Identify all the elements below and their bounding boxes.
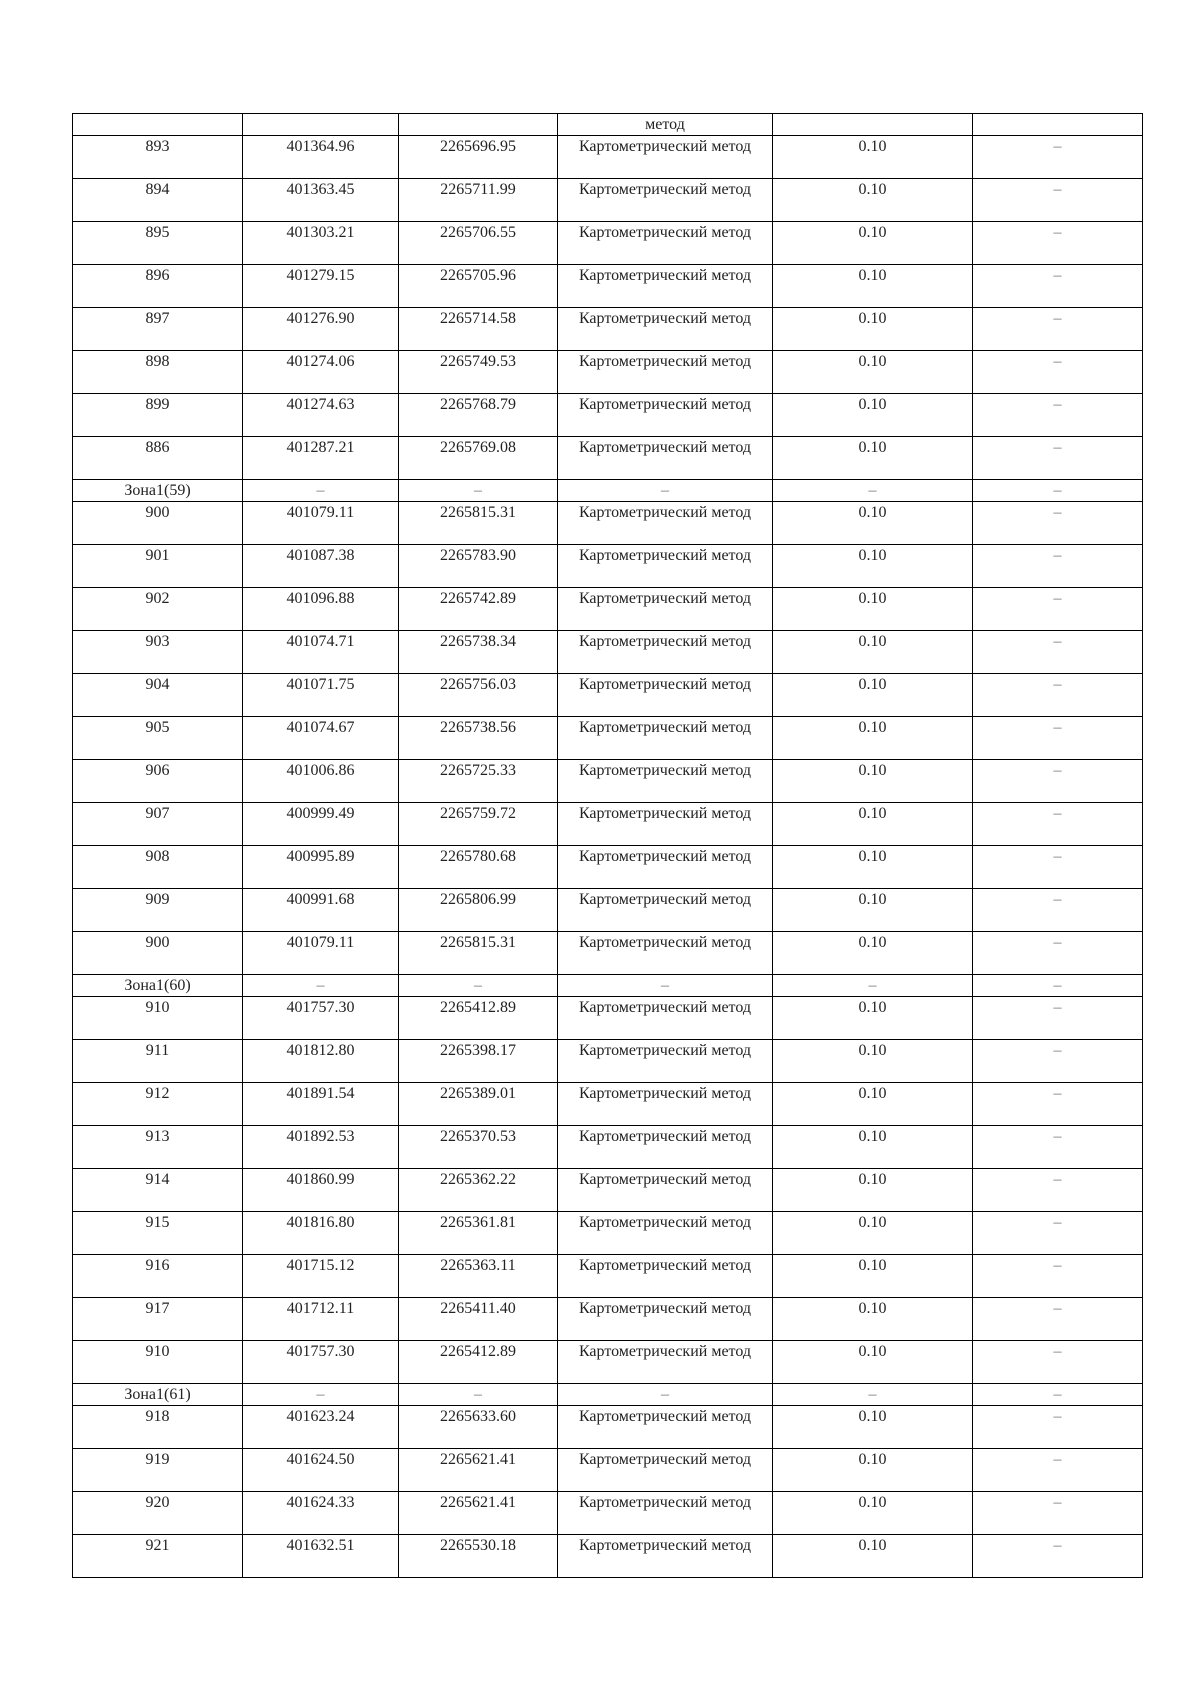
cell-id: 907 — [73, 803, 243, 846]
cell-y: 2265806.99 — [399, 889, 558, 932]
cell-method: Картометрический метод — [558, 545, 773, 588]
cell-note: – — [973, 437, 1143, 480]
cell-method: Картометрический метод — [558, 1535, 773, 1578]
cell-y: 2265411.40 — [399, 1298, 558, 1341]
cell-accuracy: 0.10 — [773, 846, 973, 889]
cell-method: Картометрический метод — [558, 136, 773, 179]
cell-note: – — [973, 889, 1143, 932]
cell-accuracy: 0.10 — [773, 997, 973, 1040]
cell-id: 904 — [73, 674, 243, 717]
cell-y: 2265711.99 — [399, 179, 558, 222]
cell-x: 401632.51 — [243, 1535, 399, 1578]
cell-note: – — [973, 1406, 1143, 1449]
cell-y: 2265714.58 — [399, 308, 558, 351]
coordinates-table-body — [73, 114, 1143, 1578]
cell-id: 905 — [73, 717, 243, 760]
continuation-cell-method: метод — [558, 114, 773, 136]
table-row — [73, 631, 1143, 674]
cell-y: 2265530.18 — [399, 1535, 558, 1578]
continuation-row — [73, 114, 1143, 136]
cell-method: Картометрический метод — [558, 1341, 773, 1384]
cell-accuracy: 0.10 — [773, 674, 973, 717]
cell-method: Картометрический метод — [558, 631, 773, 674]
cell-x: 401276.90 — [243, 308, 399, 351]
cell-x: 400999.49 — [243, 803, 399, 846]
table-row — [73, 437, 1143, 480]
cell-y: 2265706.55 — [399, 222, 558, 265]
cell-accuracy: 0.10 — [773, 394, 973, 437]
cell-id: 893 — [73, 136, 243, 179]
table-row — [73, 179, 1143, 222]
cell-y: 2265738.56 — [399, 717, 558, 760]
cell-x: 401624.33 — [243, 1492, 399, 1535]
cell-x: 401860.99 — [243, 1169, 399, 1212]
cell-id: 909 — [73, 889, 243, 932]
cell-note: – — [973, 480, 1143, 502]
cell-method: Картометрический метод — [558, 1492, 773, 1535]
cell-x: 401712.11 — [243, 1298, 399, 1341]
continuation-cell-accuracy — [773, 114, 973, 136]
table-row — [73, 803, 1143, 846]
cell-accuracy: 0.10 — [773, 1083, 973, 1126]
cell-accuracy: 0.10 — [773, 222, 973, 265]
cell-note: – — [973, 997, 1143, 1040]
table-row — [73, 1255, 1143, 1298]
cell-x: – — [243, 975, 399, 997]
cell-accuracy: – — [773, 975, 973, 997]
zone-header-row — [73, 975, 1143, 997]
cell-method: Картометрический метод — [558, 1169, 773, 1212]
table-row — [73, 846, 1143, 889]
cell-accuracy: 0.10 — [773, 1406, 973, 1449]
cell-accuracy: 0.10 — [773, 502, 973, 545]
continuation-cell-y — [399, 114, 558, 136]
cell-method: – — [558, 480, 773, 502]
table-row — [73, 1298, 1143, 1341]
cell-method: Картометрический метод — [558, 265, 773, 308]
cell-x: 401715.12 — [243, 1255, 399, 1298]
cell-method: Картометрический метод — [558, 1255, 773, 1298]
cell-note: – — [973, 1384, 1143, 1406]
cell-id: 913 — [73, 1126, 243, 1169]
cell-note: – — [973, 1040, 1143, 1083]
cell-accuracy: 0.10 — [773, 1298, 973, 1341]
cell-x: 401363.45 — [243, 179, 399, 222]
cell-y: – — [399, 1384, 558, 1406]
cell-method: Картометрический метод — [558, 1083, 773, 1126]
cell-accuracy: 0.10 — [773, 1126, 973, 1169]
cell-accuracy: 0.10 — [773, 1449, 973, 1492]
cell-method: Картометрический метод — [558, 760, 773, 803]
continuation-cell-note — [973, 114, 1143, 136]
cell-y: 2265769.08 — [399, 437, 558, 480]
table-row — [73, 1341, 1143, 1384]
cell-method: Картометрический метод — [558, 222, 773, 265]
cell-x: 401757.30 — [243, 997, 399, 1040]
cell-note: – — [973, 846, 1143, 889]
cell-method: Картометрический метод — [558, 179, 773, 222]
table-row — [73, 502, 1143, 545]
cell-x: 401287.21 — [243, 437, 399, 480]
cell-method: Картометрический метод — [558, 997, 773, 1040]
cell-id: 903 — [73, 631, 243, 674]
cell-accuracy: 0.10 — [773, 1492, 973, 1535]
cell-id: 899 — [73, 394, 243, 437]
cell-accuracy: 0.10 — [773, 631, 973, 674]
cell-accuracy: 0.10 — [773, 545, 973, 588]
cell-y: – — [399, 975, 558, 997]
cell-x: 401624.50 — [243, 1449, 399, 1492]
table-row — [73, 1449, 1143, 1492]
cell-id: 896 — [73, 265, 243, 308]
cell-note: – — [973, 179, 1143, 222]
cell-y: 2265621.41 — [399, 1492, 558, 1535]
cell-method: Картометрический метод — [558, 1406, 773, 1449]
cell-method: Картометрический метод — [558, 1040, 773, 1083]
cell-id: 917 — [73, 1298, 243, 1341]
cell-note: – — [973, 394, 1143, 437]
cell-id: Зона1(61) — [73, 1384, 243, 1406]
cell-y: 2265749.53 — [399, 351, 558, 394]
cell-note: – — [973, 1298, 1143, 1341]
cell-id: 916 — [73, 1255, 243, 1298]
cell-accuracy: 0.10 — [773, 1169, 973, 1212]
cell-x: 401757.30 — [243, 1341, 399, 1384]
cell-method: Картометрический метод — [558, 889, 773, 932]
cell-id: Зона1(60) — [73, 975, 243, 997]
table-row — [73, 997, 1143, 1040]
cell-x: 401087.38 — [243, 545, 399, 588]
continuation-cell-id — [73, 114, 243, 136]
cell-accuracy: 0.10 — [773, 1341, 973, 1384]
cell-x: 401074.71 — [243, 631, 399, 674]
cell-accuracy: 0.10 — [773, 179, 973, 222]
cell-accuracy: 0.10 — [773, 136, 973, 179]
cell-method: Картометрический метод — [558, 932, 773, 975]
cell-accuracy: 0.10 — [773, 760, 973, 803]
cell-method: Картометрический метод — [558, 1449, 773, 1492]
cell-y: 2265705.96 — [399, 265, 558, 308]
cell-method: Картометрический метод — [558, 846, 773, 889]
cell-accuracy: 0.10 — [773, 1255, 973, 1298]
cell-x: – — [243, 480, 399, 502]
cell-id: 920 — [73, 1492, 243, 1535]
cell-note: – — [973, 975, 1143, 997]
cell-id: 906 — [73, 760, 243, 803]
cell-accuracy: 0.10 — [773, 717, 973, 760]
cell-y: 2265362.22 — [399, 1169, 558, 1212]
cell-method: Картометрический метод — [558, 394, 773, 437]
cell-method: Картометрический метод — [558, 351, 773, 394]
cell-note: – — [973, 588, 1143, 631]
cell-method: Картометрический метод — [558, 308, 773, 351]
cell-accuracy: 0.10 — [773, 1212, 973, 1255]
cell-note: – — [973, 308, 1143, 351]
cell-method: Картометрический метод — [558, 437, 773, 480]
table-row — [73, 889, 1143, 932]
cell-accuracy: – — [773, 480, 973, 502]
cell-x: 401079.11 — [243, 932, 399, 975]
cell-note: – — [973, 222, 1143, 265]
cell-note: – — [973, 760, 1143, 803]
cell-y: 2265815.31 — [399, 932, 558, 975]
cell-id: 900 — [73, 502, 243, 545]
cell-y: 2265412.89 — [399, 997, 558, 1040]
table-row — [73, 760, 1143, 803]
zone-header-row — [73, 480, 1143, 502]
cell-note: – — [973, 502, 1143, 545]
cell-y: 2265621.41 — [399, 1449, 558, 1492]
cell-x: 401274.63 — [243, 394, 399, 437]
cell-id: 914 — [73, 1169, 243, 1212]
cell-method: Картометрический метод — [558, 502, 773, 545]
table-row — [73, 1169, 1143, 1212]
cell-id: 886 — [73, 437, 243, 480]
table-row — [73, 932, 1143, 975]
cell-note: – — [973, 631, 1143, 674]
cell-y: 2265756.03 — [399, 674, 558, 717]
cell-accuracy: 0.10 — [773, 932, 973, 975]
cell-accuracy: – — [773, 1384, 973, 1406]
cell-y: 2265725.33 — [399, 760, 558, 803]
table-row — [73, 674, 1143, 717]
cell-note: – — [973, 1212, 1143, 1255]
cell-id: 919 — [73, 1449, 243, 1492]
cell-y: 2265361.81 — [399, 1212, 558, 1255]
table-row — [73, 265, 1143, 308]
cell-y: 2265780.68 — [399, 846, 558, 889]
cell-id: 900 — [73, 932, 243, 975]
cell-accuracy: 0.10 — [773, 351, 973, 394]
cell-y: – — [399, 480, 558, 502]
cell-note: – — [973, 674, 1143, 717]
cell-method: Картометрический метод — [558, 588, 773, 631]
cell-x: 401364.96 — [243, 136, 399, 179]
cell-method: – — [558, 1384, 773, 1406]
zone-header-row — [73, 1384, 1143, 1406]
cell-note: – — [973, 1255, 1143, 1298]
cell-id: 901 — [73, 545, 243, 588]
cell-method: – — [558, 975, 773, 997]
cell-id: 897 — [73, 308, 243, 351]
cell-note: – — [973, 265, 1143, 308]
cell-x: 401096.88 — [243, 588, 399, 631]
cell-y: 2265398.17 — [399, 1040, 558, 1083]
table-row — [73, 351, 1143, 394]
continuation-cell-x — [243, 114, 399, 136]
cell-note: – — [973, 1083, 1143, 1126]
cell-id: 910 — [73, 997, 243, 1040]
cell-method: Картометрический метод — [558, 1126, 773, 1169]
cell-id: 915 — [73, 1212, 243, 1255]
cell-y: 2265768.79 — [399, 394, 558, 437]
cell-id: 912 — [73, 1083, 243, 1126]
cell-note: – — [973, 1341, 1143, 1384]
cell-method: Картометрический метод — [558, 717, 773, 760]
table-row — [73, 222, 1143, 265]
cell-accuracy: 0.10 — [773, 437, 973, 480]
cell-note: – — [973, 1126, 1143, 1169]
cell-note: – — [973, 545, 1143, 588]
table-row — [73, 1492, 1143, 1535]
cell-note: – — [973, 351, 1143, 394]
table-row — [73, 136, 1143, 179]
cell-x: 400995.89 — [243, 846, 399, 889]
table-row — [73, 394, 1143, 437]
cell-x: 401074.67 — [243, 717, 399, 760]
cell-id: Зона1(59) — [73, 480, 243, 502]
cell-note: – — [973, 136, 1143, 179]
cell-x: 401816.80 — [243, 1212, 399, 1255]
cell-x: 401279.15 — [243, 265, 399, 308]
cell-id: 898 — [73, 351, 243, 394]
cell-accuracy: 0.10 — [773, 1040, 973, 1083]
cell-id: 918 — [73, 1406, 243, 1449]
table-row — [73, 1406, 1143, 1449]
cell-x: 401006.86 — [243, 760, 399, 803]
cell-id: 921 — [73, 1535, 243, 1578]
cell-id: 911 — [73, 1040, 243, 1083]
table-row — [73, 1040, 1143, 1083]
cell-y: 2265363.11 — [399, 1255, 558, 1298]
cell-note: – — [973, 1169, 1143, 1212]
table-row — [73, 1212, 1143, 1255]
cell-x: – — [243, 1384, 399, 1406]
cell-note: – — [973, 717, 1143, 760]
cell-y: 2265783.90 — [399, 545, 558, 588]
table-row — [73, 1126, 1143, 1169]
cell-y: 2265815.31 — [399, 502, 558, 545]
cell-note: – — [973, 932, 1143, 975]
cell-accuracy: 0.10 — [773, 588, 973, 631]
table-row — [73, 308, 1143, 351]
cell-method: Картометрический метод — [558, 674, 773, 717]
cell-y: 2265742.89 — [399, 588, 558, 631]
cell-x: 400991.68 — [243, 889, 399, 932]
cell-accuracy: 0.10 — [773, 265, 973, 308]
cell-x: 401623.24 — [243, 1406, 399, 1449]
cell-note: – — [973, 1449, 1143, 1492]
cell-y: 2265759.72 — [399, 803, 558, 846]
cell-y: 2265738.34 — [399, 631, 558, 674]
cell-y: 2265633.60 — [399, 1406, 558, 1449]
cell-id: 908 — [73, 846, 243, 889]
cell-method: Картометрический метод — [558, 803, 773, 846]
table-row — [73, 717, 1143, 760]
cell-id: 894 — [73, 179, 243, 222]
cell-x: 401274.06 — [243, 351, 399, 394]
cell-x: 401812.80 — [243, 1040, 399, 1083]
cell-y: 2265370.53 — [399, 1126, 558, 1169]
cell-id: 910 — [73, 1341, 243, 1384]
table-row — [73, 545, 1143, 588]
cell-y: 2265412.89 — [399, 1341, 558, 1384]
table-row — [73, 1535, 1143, 1578]
cell-note: – — [973, 1535, 1143, 1578]
cell-x: 401891.54 — [243, 1083, 399, 1126]
cell-x: 401079.11 — [243, 502, 399, 545]
cell-note: – — [973, 1492, 1143, 1535]
cell-accuracy: 0.10 — [773, 1535, 973, 1578]
cell-x: 401892.53 — [243, 1126, 399, 1169]
table-row — [73, 1083, 1143, 1126]
cell-x: 401303.21 — [243, 222, 399, 265]
cell-accuracy: 0.10 — [773, 308, 973, 351]
cell-method: Картометрический метод — [558, 1298, 773, 1341]
cell-method: Картометрический метод — [558, 1212, 773, 1255]
cell-note: – — [973, 803, 1143, 846]
cell-y: 2265696.95 — [399, 136, 558, 179]
cell-accuracy: 0.10 — [773, 889, 973, 932]
table-row — [73, 588, 1143, 631]
cell-id: 902 — [73, 588, 243, 631]
cell-y: 2265389.01 — [399, 1083, 558, 1126]
cell-x: 401071.75 — [243, 674, 399, 717]
cell-id: 895 — [73, 222, 243, 265]
cell-accuracy: 0.10 — [773, 803, 973, 846]
coordinates-table — [72, 113, 1143, 1578]
